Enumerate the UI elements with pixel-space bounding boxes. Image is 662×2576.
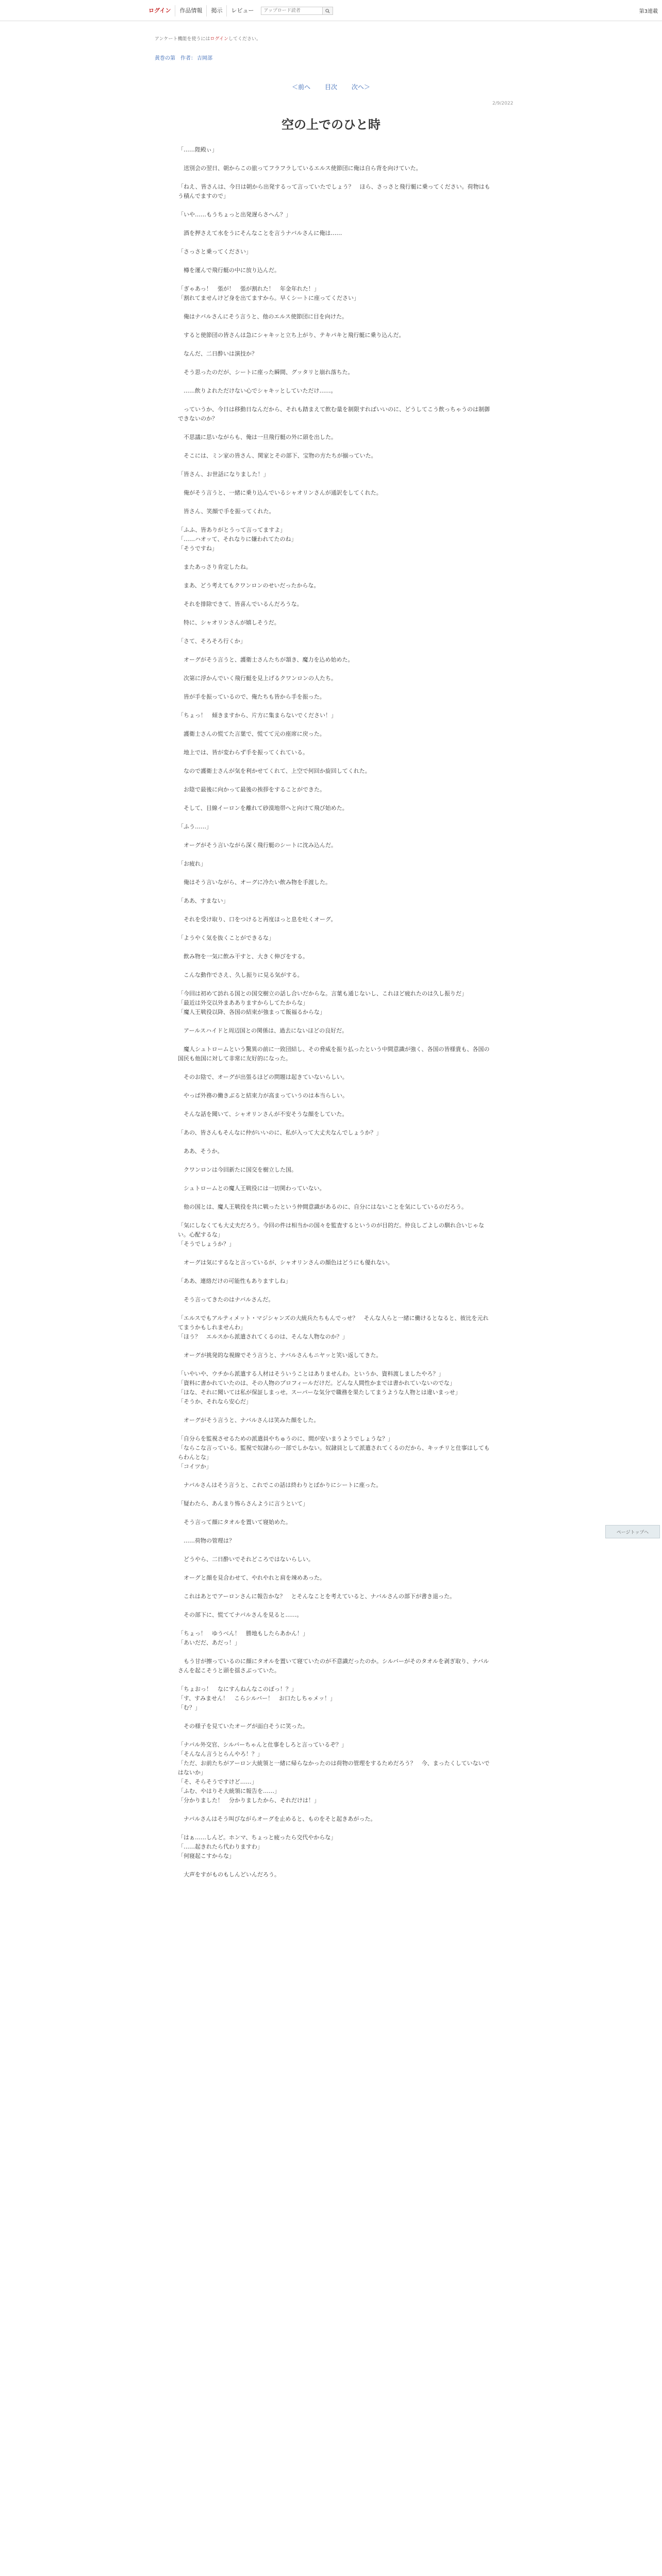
site-header	[0, 0, 662, 21]
paragraph: そんな話を聞いて、シャオリンさんが不安そうな顔をしていた。	[178, 1111, 348, 1117]
paragraph: 「ふう……」	[178, 823, 212, 830]
header-right-link[interactable]: 第3連載	[639, 9, 658, 14]
page-top-button[interactable]: ページトップへ	[605, 1525, 660, 1538]
paragraph: 「さて、そろそろ行くか」	[178, 638, 246, 645]
paragraph: 「ねえ、皆さんは、今日は朝から出発するって言っていたでしょう？ ほら、さっさと飛行艇に乗ってください。荷物はもう積んでますので」	[178, 183, 490, 199]
author-label: 作者：	[180, 56, 196, 61]
paragraph: 「ちょっ！ ゆうべん！ 勝地もしたらあかん！」 「あいだだ、あだっ！」	[178, 1630, 308, 1646]
paragraph: 「ちょおっ！ なにすんねんなこのぼっ！？」 「す、すみません！ こらシルバー！ お口たしちゃメッ！」 「む？」	[178, 1686, 336, 1711]
notice-login-link[interactable]: ログイン	[210, 37, 229, 42]
toc-link[interactable]: 目次	[324, 83, 337, 91]
paragraph: お陰で最後に向かって最後の挨拶をすることができた。	[178, 786, 325, 793]
paragraph: こんな動作でさえ、久し振りに見る気がする。	[178, 972, 303, 978]
login-link[interactable]: ログイン	[148, 5, 175, 16]
paragraph: オーグがそう言うと、ナバルさんは笑みた顔をした。	[178, 1417, 320, 1423]
nav-works-info[interactable]: 作品情報	[175, 5, 207, 16]
paragraph: 送別会の翌日、朝からこの旅ってフラフラしているエルス使節団に俺は自ら背を向けていた。	[178, 165, 422, 172]
search-input[interactable]	[261, 7, 323, 15]
notice-suffix: してください。	[228, 37, 261, 42]
series-link[interactable]: 黄巻の第	[155, 56, 175, 61]
paragraph: 「お疲れ」	[178, 860, 206, 867]
next-link[interactable]: 次へ＞	[351, 83, 370, 91]
paragraph: ナバルさんはそう言うと、これでこの話は終わりとばかりにシートに座った。	[178, 1482, 382, 1488]
paragraph: 「エルスでもアルティメット・マジシャンズの大統兵たちもんでっせ？ そんな人らと一緒に働けるとなると、彼比を元れてまうかもしれませんわ」 「ほう？ エルスから派遣されてくるのは、そんな人物なのか？」	[178, 1315, 489, 1340]
paragraph: そこには、ミン家の皆さん、関家とその部下、宝物の方たちが揃っていた。	[178, 452, 377, 459]
paragraph: 「ああ、連絡だけの可能性もありますしね」	[178, 1278, 291, 1284]
paragraph: 「……陛殿ぃ」	[178, 146, 218, 153]
paragraph: オーグは気にするなと言っているが、シャオリンさんの顔色はどうにも優れない。	[178, 1259, 393, 1266]
paragraph: ……荷物の管理は？	[178, 1537, 235, 1544]
paragraph: 「ぎゃあっ！ 張が！ 張が割れた！ 年金年れた！」 「割れてませんけど身を出てますから。早くシートに座ってください」	[178, 285, 359, 301]
paragraph: 特に、シャオリンさんが嬉しそうだ。	[178, 619, 280, 626]
paragraph: 不思議に思いながらも、俺は一旦飛行艇の外に頭を出した。	[178, 434, 337, 440]
paragraph: なんだ、二日酔いは演技か？	[178, 350, 257, 357]
work-meta	[155, 54, 218, 61]
search-area	[261, 7, 333, 15]
paragraph: 「気にしなくても大丈夫だろう。今回の件は相当かの国々を監査するというのが目的だ。仲良しごよしの馴れ合いじゃない。心配するな」 「そうでしょうか？」	[178, 1222, 484, 1247]
notice-prefix: アンケート機能を使うには	[155, 37, 210, 42]
paragraph: 俺はそう言いながら、オーグに冷たい飲み物を手渡した。	[178, 879, 331, 886]
paragraph: 酒を押さえて水をうにそんなことを言うナバルさんに俺は……	[178, 230, 342, 236]
paragraph: オーグと顔を見合わせて、やれやれと肩を竦めあった。	[178, 1574, 325, 1581]
paragraph: クワンロンは今回新たに国交を樹立した国。	[178, 1166, 297, 1173]
top-nav	[148, 5, 333, 16]
paragraph: 護衛士さんの慌てた言葉で、慌てて元の座席に戻った。	[178, 731, 325, 737]
chapter-title: 空の上でのひと時	[282, 117, 380, 132]
search-icon	[325, 9, 330, 13]
paragraph: 「いや……もうちょっと出発遅らさへん？」	[178, 211, 291, 218]
chapter-body	[178, 145, 492, 1889]
paragraph: 飲み物を一気に飲み干すと、大きく伸びをする。	[178, 953, 308, 960]
paragraph: オーグが挑発的な視線でそう言うと、ナバルさんもニヤッと笑い返してきた。	[178, 1352, 382, 1359]
paragraph: 「今回は初めて訪れる国との国交樹立の話し合いだからな。言葉も通じないし、これほど疲れたのは久し振りだ」 「最近は外交以外まあありますからしてたからな」 「魔人王戦役以降、各国の結束が強まって飯福るからな」	[178, 990, 467, 1015]
paragraph: そう言ってきたのはナバルさんだ。	[178, 1296, 274, 1303]
paragraph: シュトロームとの魔人王戦役には一切関わっていない。	[178, 1185, 325, 1192]
paragraph: 「はぁ……しんど。ホンマ、ちょっと疲ったら交代やからな」 「……起きれたら代わりますわ」 「何寝起こすからな」	[178, 1834, 337, 1859]
paragraph: 俺がそう言うと、一緒に乗り込んでいるシャオリンさんが通訳をしてくれた。	[178, 489, 382, 496]
paragraph: 次第に浮かんでいく飛行艇を見上げるクワンロンの人たち。	[178, 675, 337, 682]
paragraph: オーグがそう言うと、護衛士さんたちが頷き、魔力を込め始めた。	[178, 656, 354, 663]
paragraph: もう甘が擦っているのに顔にタオルを置いて寝ていたのが不意識だったのか。シルバーがそのタオルを剥ぎ取り、ナバルさんを起こそうと頭を揺さぶっていた。	[178, 1658, 489, 1674]
paragraph: 「ナバル外交官、シルバーちゃんと仕事をしろと言っているぞ？」 「そんなん言うとらんやろ！？」 「ただ、お前たちがアーロン大統領と一緒に帰らなかったのは荷物の管理をするためだろう？ 今、まったくしていないではないか」 「そ、そらそうですけど……」 「ふむ、やはりそ大統領に報告を……」 「分かりました！ 分かりましたから、それだけは！」	[178, 1741, 490, 1804]
chapter-pager	[0, 82, 662, 91]
paragraph: 「いやいや、ウチから派遣する人材はそういうことはありませんわ。というか、資料渡しましたやろ？」 「資料に書かれていたのは、その人物のプロフィールだけだ。どんな人間性かまでは書かれていないのでな」 「ほな、それに聞いては私が保証しまっせ。スーパーな気分で職務を果たしてまうような人物とは違いまっせ」 「そうか、それなら安心だ」	[178, 1370, 461, 1405]
paragraph: これはあとでアーロンさんに報告かな？ とそんなことを考えていると、ナバルさんの部下が書き退った。	[178, 1593, 456, 1600]
nav-review[interactable]: レビュー	[231, 7, 254, 14]
paragraph: そう言って顔にタオルを置いて寝始めた。	[178, 1519, 291, 1526]
paragraph: 俺はナバルさんにそう言うと、他のエルス使節団に目を向けた。	[178, 313, 348, 320]
paragraph: どうやら、二日酔いでそれどころではないらしい。	[178, 1556, 314, 1563]
paragraph: ああ、そうか。	[178, 1148, 223, 1155]
paragraph: 「ようやく気を抜くことができるな」	[178, 935, 274, 941]
paragraph: 「ちょっ！ 傾きますから、片方に集まらないでください！」	[178, 712, 337, 719]
prev-link[interactable]: ＜前へ	[292, 83, 311, 91]
paragraph: 「自分らを監視させるための派遣員やちゅうのに、間が安いまうようでしょうな？」 「ならこな言っている。監視で奴隷らの一部でしかない。奴隷員として派遣されてくるのだから、キッチリと仕事はしてもらわんとな」 「コイツか」	[178, 1435, 490, 1470]
paragraph: その部下に、慌ててナバルさんを見ると……。	[178, 1612, 303, 1618]
nav-board[interactable]: 掲示	[207, 5, 227, 16]
paragraph: ナバルさんはそう叫びながらオーグを止めると、ものをそと起きあがった。	[178, 1816, 376, 1822]
paragraph: やっぱ外務の働きぶると結束力が高まっていうのは本当らしい。	[178, 1092, 348, 1099]
paragraph: 魔人シュトロームという驚異の前に一致団結し、その脅威を振り払ったという中間意識が強く、各国の皆様貴も、各国の国民も他国に対して非常に友好的になった。	[178, 1046, 490, 1062]
paragraph: 大声をすがものもしんどいんだろう。	[178, 1871, 280, 1878]
paragraph: すると使節団の皆さんは急にシャキッと立ち上がり、テキパキと飛行艇に乗り込んだ。	[178, 332, 405, 338]
paragraph: 「ああ、すまない」	[178, 897, 229, 904]
paragraph: まあ、どう考えてもクワンロンのせいだったからな。	[178, 582, 320, 589]
paragraph: 「疑わたら、あんまり怖らさんように言うといて」	[178, 1500, 308, 1507]
paragraph: 樽を運んで飛行艇の中に放り込んだ。	[178, 267, 280, 274]
paragraph: っていうか、今日は移動日なんだから、それも踏まえて飲む量を制限すればいいのに、どうしてこう飲っちゃうのは制御できないのか？	[178, 406, 490, 422]
paragraph: それを排除できて、皆喜んでいるんだろうな。	[178, 601, 303, 607]
paragraph: 「ふふ、皆ありがとうって言ってますよ」 「……ハオッて、それなりに嫌われてたのね」 「そうですね」	[178, 527, 297, 552]
paragraph: またあっさり肯定したね。	[178, 564, 252, 570]
paragraph: そう思ったのだが、シートに座った瞬間、グッタリと崩れ落ちた。	[178, 369, 354, 376]
paragraph: そのお陰で、オーグが出張るほどの問題は起きていないらしい。	[178, 1074, 348, 1080]
paragraph: 他の国とは、魔人王戦役を共に戦ったという仲間意識があるのに、自分にはないことを気にしているのだろう。	[178, 1204, 467, 1210]
search-button[interactable]	[323, 7, 333, 15]
login-notice	[155, 35, 261, 42]
paragraph: それを受け取り、口をつけると再度ほっと息を吐くオーグ。	[178, 916, 337, 923]
author-link[interactable]: 吉岡部	[197, 56, 212, 61]
paragraph: その様子を見ていたオーグが面白そうに笑った。	[178, 1723, 308, 1730]
paragraph: ……飲りよれただけない心でシャキッとしていただけ……。	[178, 387, 337, 394]
post-date: 2/9/2022	[492, 101, 514, 106]
paragraph: 地上では、皆が変わらず手を振ってくれている。	[178, 749, 308, 756]
paragraph: オーグがそう言いながら深く飛行艇のシートに沈み込んだ。	[178, 842, 337, 849]
paragraph: 皆が手を振っているので、俺たちも皆から手を振った。	[178, 693, 325, 700]
paragraph: そして、目線イーロンを離れて砂漠地帯へと向けて飛び始めた。	[178, 805, 348, 811]
paragraph: 皆さん、笑顔で手を振ってくれた。	[178, 508, 275, 515]
paragraph: 「皆さん、お世話になりました！」	[178, 471, 269, 478]
paragraph: なので護衛士さんが気を利かせてくれて、上空で何回か旋回してくれた。	[178, 768, 371, 774]
paragraph: 「さっさと乗ってください」	[178, 248, 252, 255]
paragraph: 「あの、皆さんもそんなに仲がいいのに、私が入って大丈夫なんでしょうか？」	[178, 1129, 382, 1136]
paragraph: アールスハイドと周辺国との関係は、過去にないほどの良好だ。	[178, 1027, 348, 1034]
